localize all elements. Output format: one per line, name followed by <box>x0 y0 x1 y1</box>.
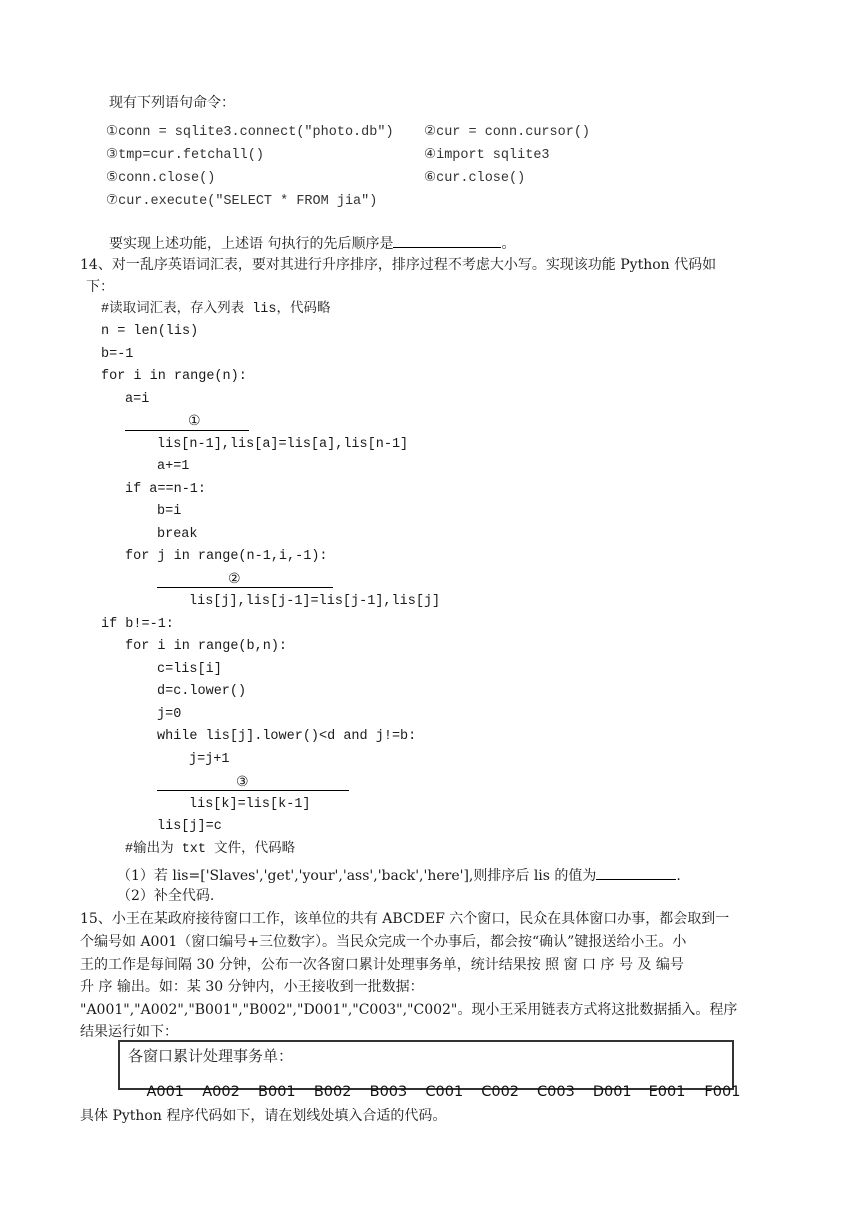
command-3: ③tmp=cur.fetchall() <box>106 148 264 163</box>
code-line: #读取词汇表，存入列表 lis，代码略 <box>101 302 331 317</box>
code-line: lis[k]=lis[k-1] <box>189 797 311 812</box>
output-code: F001 <box>704 1084 741 1100</box>
q13-intro: 现有下列语句命令： <box>109 95 235 111</box>
blank-marker-1: ① <box>188 413 201 429</box>
q15-footer: 具体 Python 程序代码如下，请在划线处填入合适的代码。 <box>80 1108 447 1124</box>
command-5: ⑤conn.close() <box>106 171 216 186</box>
command-7: ⑦cur.execute("SELECT * FROM jia") <box>106 194 378 209</box>
code-blank-1[interactable] <box>125 430 249 431</box>
q14-sub1-end: . <box>676 868 681 884</box>
output-code: A001 <box>146 1084 185 1100</box>
output-code: D001 <box>592 1084 632 1100</box>
output-code: B003 <box>369 1084 408 1100</box>
code-line: for j in range(n-1,i,-1): <box>125 549 328 564</box>
q14-sub1-text: （1）若 lis=['Slaves','get','your','ass','back','here'],则排序后 lis 的值为 <box>117 868 597 884</box>
code-line: a+=1 <box>157 459 190 474</box>
q14-stem-line1: 14、对一乱序英语词汇表，要对其进行升序排序，排序过程不考虑大小写。实现该功能 Python 代码如 <box>80 257 717 273</box>
output-code: B001 <box>258 1084 296 1100</box>
answer-blank[interactable] <box>596 864 676 880</box>
code-line: break <box>157 527 198 542</box>
code-line: if b!=-1: <box>101 617 174 632</box>
code-line: for i in range(n): <box>101 369 247 384</box>
output-code: C001 <box>425 1084 464 1100</box>
program-output-panel <box>118 1040 741 1100</box>
command-2: ②cur = conn.cursor() <box>424 125 591 140</box>
output-code: B002 <box>313 1084 352 1100</box>
q15-line5: "A001","A002","B001","B002","D001","C003","C002"。现小王采用链表方式将这批数据插入。程序 <box>80 1002 738 1018</box>
command-1: ①conn = sqlite3.connect("photo.db") <box>106 125 394 140</box>
code-line: if a==n-1: <box>125 482 207 497</box>
command-4: ④import sqlite3 <box>424 148 550 163</box>
q15-line2: 个编号如 A001（窗口编号+三位数字）。当民众完成一个办事后，都会按“确认”键报送给小王。小 <box>80 934 687 950</box>
q15-line6: 结果运行如下： <box>80 1024 178 1040</box>
q15-line4: 升 序 输出。如：某 30 分钟内，小王接收到一批数据： <box>80 979 424 995</box>
output-code: A002 <box>202 1084 240 1100</box>
q14-sub2: （2）补全代码. <box>117 888 215 904</box>
code-line: j=0 <box>157 707 182 722</box>
q14-stem-line2: 下： <box>86 279 114 295</box>
blank-marker-2: ② <box>228 571 241 587</box>
code-line: n = len(lis) <box>101 324 199 339</box>
code-line: j=j+1 <box>189 752 230 767</box>
q15-line3: 王的工作是每间隔 30 分钟，公布一次各窗口累计处理事务单，统计结果按 照 窗 口 序 号 及 编号 <box>80 957 684 973</box>
output-code: C002 <box>481 1084 520 1100</box>
command-6: ⑥cur.close() <box>424 171 526 186</box>
code-line: #输出为 txt 文件，代码略 <box>125 842 296 857</box>
answer-blank[interactable] <box>393 232 501 248</box>
blank-marker-3: ③ <box>236 774 249 790</box>
code-line: lis[n-1],lis[a]=lis[a],lis[n-1] <box>157 437 409 452</box>
code-line: lis[j],lis[j-1]=lis[j-1],lis[j] <box>189 594 441 609</box>
code-line: d=c.lower() <box>157 684 247 699</box>
code-blank-3[interactable] <box>157 790 349 791</box>
output-title: 各窗口累计处理事务单： <box>128 1047 294 1065</box>
q13-question-text: 要实现上述功能，上述语 句执行的先后顺序是 <box>109 236 394 252</box>
code-line: a=i <box>125 392 150 407</box>
code-line: while lis[j].lower()<d and j!=b: <box>157 729 417 744</box>
output-code: C003 <box>537 1084 575 1100</box>
code-line: b=i <box>157 504 182 519</box>
code-line: b=-1 <box>101 347 134 362</box>
code-line: c=lis[i] <box>157 662 222 677</box>
code-blank-2[interactable] <box>157 587 333 588</box>
q15-line1: 15、小王在某政府接待窗口工作，该单位的共有 ABCDEF 六个窗口，民众在具体窗口办事，都会取到一 <box>80 911 730 927</box>
code-line: for i in range(b,n): <box>125 639 288 654</box>
q13-question-end: 。 <box>501 236 516 252</box>
q13-question <box>109 232 515 254</box>
code-line: lis[j]=c <box>157 819 222 834</box>
q14-sub1 <box>117 864 681 886</box>
output-code: E001 <box>648 1084 686 1100</box>
